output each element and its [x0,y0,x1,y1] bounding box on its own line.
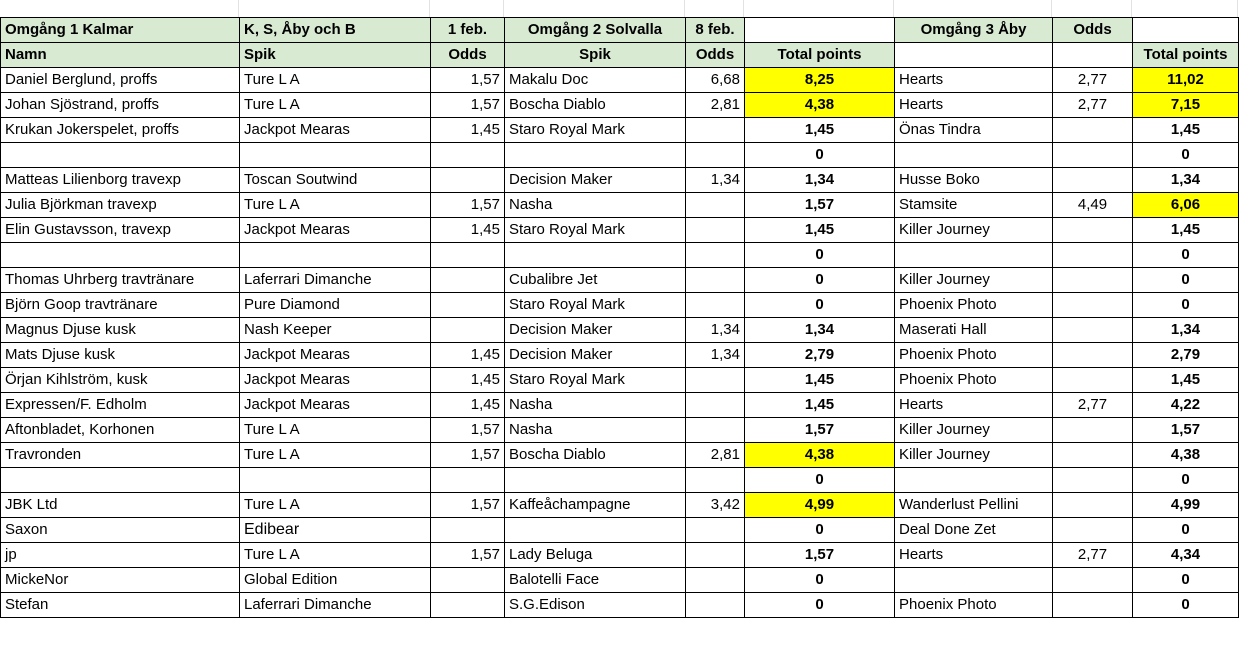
cell-spik3[interactable] [895,568,1053,593]
header-cell[interactable]: Spik [240,43,431,68]
cell-total2[interactable]: 1,45 [745,218,895,243]
cell-spik3[interactable]: Husse Boko [895,168,1053,193]
cell-spik1[interactable]: Nash Keeper [240,318,431,343]
cell-odds3[interactable]: 2,77 [1053,393,1133,418]
cell-spik2[interactable]: Boscha Diablo [505,93,686,118]
cell-odds3[interactable] [1053,593,1133,618]
cell-spik3[interactable]: Phoenix Photo [895,368,1053,393]
header-cell[interactable]: Namn [1,43,240,68]
cell-odds3[interactable] [1053,468,1133,493]
cell-odds2[interactable] [686,593,745,618]
cell-total3[interactable]: 2,79 [1133,343,1239,368]
cell-spik3[interactable]: Killer Journey [895,418,1053,443]
header-cell[interactable] [1053,43,1133,68]
cell-spik2[interactable]: Staro Royal Mark [505,293,686,318]
cell-name[interactable]: Elin Gustavsson, travexp [1,218,240,243]
cell-odds2[interactable] [686,293,745,318]
cell-odds3[interactable] [1053,318,1133,343]
cell-odds3[interactable] [1053,268,1133,293]
table-row [1,118,1239,143]
table-row [1,493,1239,518]
cell-odds1[interactable] [431,468,505,493]
table-row [1,243,1239,268]
header-cell[interactable]: Omgång 2 Solvalla [505,18,686,43]
cell-total2[interactable]: 1,45 [745,368,895,393]
cell-total2[interactable]: 1,34 [745,168,895,193]
results-table [0,17,1239,618]
cell-name[interactable]: Daniel Berglund, proffs [1,68,240,93]
cell-odds3[interactable] [1053,218,1133,243]
cell-spik1[interactable] [240,468,431,493]
cell-total3[interactable]: 0 [1133,268,1239,293]
cell-total2[interactable]: 0 [745,243,895,268]
cell-name[interactable]: jp [1,543,240,568]
cell-total2[interactable]: 8,25 [745,68,895,93]
table-row [1,393,1239,418]
cell-name[interactable]: Thomas Uhrberg travtränare [1,268,240,293]
cell-name[interactable] [1,243,240,268]
cell-total3[interactable]: 0 [1133,143,1239,168]
header-cell[interactable]: Omgång 1 Kalmar [1,18,240,43]
cell-spik2[interactable]: Staro Royal Mark [505,218,686,243]
cell-odds2[interactable]: 1,34 [686,318,745,343]
cell-spik1[interactable]: Toscan Soutwind [240,168,431,193]
cell-odds2[interactable]: 2,81 [686,443,745,468]
cell-odds2[interactable] [686,193,745,218]
cell-odds3[interactable] [1053,493,1133,518]
cell-spik1[interactable]: Jackpot Mearas [240,343,431,368]
cell-total2[interactable]: 0 [745,268,895,293]
table-row [1,293,1239,318]
cell-spik2[interactable]: Lady Beluga [505,543,686,568]
cell-total3[interactable]: 4,99 [1133,493,1239,518]
header-cell[interactable]: Odds [431,43,505,68]
table-row [1,93,1239,118]
cell-odds1[interactable]: 1,45 [431,118,505,143]
header-cell[interactable]: Total points [1133,43,1239,68]
cell-odds2[interactable]: 3,42 [686,493,745,518]
cell-odds2[interactable] [686,393,745,418]
cell-odds3[interactable]: 2,77 [1053,68,1133,93]
cell-spik3[interactable]: Phoenix Photo [895,293,1053,318]
cell-total3[interactable]: 0 [1133,243,1239,268]
cell-spik3[interactable]: Hearts [895,393,1053,418]
cell-odds2[interactable] [686,418,745,443]
cell-odds1[interactable]: 1,45 [431,368,505,393]
cell-odds3[interactable] [1053,118,1133,143]
cell-spik3[interactable]: Stamsite [895,193,1053,218]
cell-odds3[interactable] [1053,143,1133,168]
cell-total2[interactable]: 1,34 [745,318,895,343]
cell-odds1[interactable]: 1,57 [431,493,505,518]
cell-spik3[interactable]: Killer Journey [895,443,1053,468]
header-cell[interactable] [895,43,1053,68]
cell-odds3[interactable] [1053,243,1133,268]
cell-spik3[interactable]: Wanderlust Pellini [895,493,1053,518]
cell-odds2[interactable] [686,118,745,143]
header-cell[interactable]: 1 feb. [431,18,505,43]
header-cell[interactable] [745,18,895,43]
cell-odds1[interactable] [431,293,505,318]
cell-odds3[interactable] [1053,443,1133,468]
cell-odds2[interactable] [686,543,745,568]
cell-total2[interactable]: 1,57 [745,418,895,443]
cell-odds2[interactable] [686,468,745,493]
cell-spik2[interactable]: Makalu Doc [505,68,686,93]
cell-total3[interactable]: 4,38 [1133,443,1239,468]
cell-odds1[interactable]: 1,57 [431,418,505,443]
cell-total2[interactable]: 0 [745,568,895,593]
cell-total2[interactable]: 1,57 [745,543,895,568]
cell-odds3[interactable] [1053,343,1133,368]
cell-total3[interactable]: 1,45 [1133,118,1239,143]
cell-odds3[interactable]: 4,49 [1053,193,1133,218]
cell-odds1[interactable]: 1,45 [431,393,505,418]
table-row [1,318,1239,343]
cell-total2[interactable]: 4,99 [745,493,895,518]
cell-total3[interactable]: 0 [1133,468,1239,493]
cell-total3[interactable]: 4,34 [1133,543,1239,568]
cell-odds1[interactable]: 1,57 [431,543,505,568]
cell-odds1[interactable]: 1,45 [431,343,505,368]
cell-spik2[interactable]: Nasha [505,193,686,218]
cell-spik1[interactable]: Ture L A [240,193,431,218]
table-row [1,193,1239,218]
cell-odds1[interactable]: 1,45 [431,218,505,243]
cell-odds3[interactable] [1053,168,1133,193]
cell-name[interactable] [1,143,240,168]
table-row [1,593,1239,618]
cell-spik3[interactable]: Killer Journey [895,218,1053,243]
cell-spik2[interactable]: Nasha [505,418,686,443]
cell-odds2[interactable] [686,518,745,543]
cell-spik1[interactable]: Jackpot Mearas [240,218,431,243]
cell-spik1[interactable]: Ture L A [240,443,431,468]
cell-spik1[interactable]: Pure Diamond [240,293,431,318]
cell-odds3[interactable]: 2,77 [1053,543,1133,568]
table-row [1,218,1239,243]
cell-total2[interactable]: 1,45 [745,118,895,143]
cell-odds1[interactable] [431,143,505,168]
cell-spik1[interactable]: Edibear [240,518,431,543]
cell-odds1[interactable] [431,568,505,593]
cell-spik2[interactable]: S.G.Edison [505,593,686,618]
cell-name[interactable]: Mats Djuse kusk [1,343,240,368]
cell-total3[interactable]: 1,34 [1133,168,1239,193]
header-cell[interactable] [1133,18,1239,43]
header-cell[interactable]: 8 feb. [686,18,745,43]
cell-total2[interactable]: 4,38 [745,93,895,118]
cell-odds1[interactable] [431,518,505,543]
cell-odds1[interactable]: 1,57 [431,193,505,218]
cell-spik3[interactable]: Killer Journey [895,268,1053,293]
cell-spik2[interactable]: Cubalibre Jet [505,268,686,293]
header-row-rounds [1,18,1239,43]
cell-total3[interactable]: 11,02 [1133,68,1239,93]
table-row [1,418,1239,443]
table-row [1,343,1239,368]
cell-name[interactable]: Julia Björkman travexp [1,193,240,218]
cell-name[interactable] [1,468,240,493]
table-row [1,368,1239,393]
top-strip [0,0,1257,17]
cell-name[interactable]: Aftonbladet, Korhonen [1,418,240,443]
cell-spik2[interactable] [505,468,686,493]
table-row [1,518,1239,543]
cell-name[interactable]: MickeNor [1,568,240,593]
header-cell[interactable]: Total points [745,43,895,68]
cell-total2[interactable]: 1,57 [745,193,895,218]
header-row-columns [1,43,1239,68]
cell-name[interactable]: JBK Ltd [1,493,240,518]
cell-spik3[interactable]: Phoenix Photo [895,593,1053,618]
header-cell[interactable]: Omgång 3 Åby [895,18,1053,43]
cell-total2[interactable]: 0 [745,143,895,168]
header-cell[interactable]: Odds [1053,18,1133,43]
cell-spik1[interactable]: Ture L A [240,543,431,568]
cell-total2[interactable]: 0 [745,593,895,618]
cell-odds1[interactable] [431,318,505,343]
cell-spik3[interactable]: Hearts [895,93,1053,118]
cell-spik1[interactable] [240,243,431,268]
table-row [1,568,1239,593]
cell-total2[interactable]: 4,38 [745,443,895,468]
cell-total3[interactable]: 1,34 [1133,318,1239,343]
cell-spik3[interactable] [895,468,1053,493]
cell-name[interactable]: Magnus Djuse kusk [1,318,240,343]
cell-odds2[interactable] [686,218,745,243]
cell-name[interactable]: Johan Sjöstrand, proffs [1,93,240,118]
cell-name[interactable]: Saxon [1,518,240,543]
cell-name[interactable]: Örjan Kihlström, kusk [1,368,240,393]
cell-spik2[interactable] [505,518,686,543]
cell-spik3[interactable]: Hearts [895,543,1053,568]
cell-odds3[interactable] [1053,368,1133,393]
cell-odds3[interactable]: 2,77 [1053,93,1133,118]
cell-total2[interactable]: 0 [745,293,895,318]
table-row [1,443,1239,468]
cell-odds1[interactable]: 1,57 [431,68,505,93]
table-row [1,543,1239,568]
cell-total3[interactable]: 0 [1133,293,1239,318]
table-row [1,268,1239,293]
cell-total3[interactable]: 0 [1133,593,1239,618]
table-row [1,143,1239,168]
cell-odds2[interactable] [686,368,745,393]
cell-name[interactable]: Matteas Lilienborg travexp [1,168,240,193]
cell-total3[interactable]: 1,45 [1133,218,1239,243]
cell-total2[interactable]: 2,79 [745,343,895,368]
cell-total3[interactable]: 1,45 [1133,368,1239,393]
cell-spik3[interactable]: Önas Tindra [895,118,1053,143]
cell-odds3[interactable] [1053,293,1133,318]
cell-spik1[interactable]: Ture L A [240,493,431,518]
table-row [1,168,1239,193]
header-cell[interactable]: K, S, Åby och B [240,18,431,43]
cell-spik2[interactable]: Boscha Diablo [505,443,686,468]
cell-spik2[interactable]: Nasha [505,393,686,418]
cell-odds3[interactable] [1053,418,1133,443]
cell-spik3[interactable] [895,143,1053,168]
cell-name[interactable]: Stefan [1,593,240,618]
cell-spik3[interactable]: Phoenix Photo [895,343,1053,368]
cell-spik1[interactable]: Ture L A [240,93,431,118]
header-cell[interactable]: Odds [686,43,745,68]
cell-spik1[interactable]: Jackpot Mearas [240,118,431,143]
cell-spik1[interactable]: Ture L A [240,418,431,443]
cell-odds1[interactable]: 1,57 [431,93,505,118]
cell-odds2[interactable]: 1,34 [686,168,745,193]
cell-spik2[interactable]: Balotelli Face [505,568,686,593]
cell-total3[interactable]: 1,57 [1133,418,1239,443]
cell-spik1[interactable]: Jackpot Mearas [240,393,431,418]
cell-odds2[interactable] [686,268,745,293]
cell-spik1[interactable]: Jackpot Mearas [240,368,431,393]
cell-spik2[interactable] [505,143,686,168]
cell-spik2[interactable]: Staro Royal Mark [505,118,686,143]
cell-spik3[interactable]: Deal Done Zet [895,518,1053,543]
cell-odds2[interactable] [686,568,745,593]
cell-spik3[interactable]: Maserati Hall [895,318,1053,343]
table-row [1,468,1239,493]
cell-spik1[interactable]: Laferrari Dimanche [240,593,431,618]
cell-spik2[interactable]: Decision Maker [505,168,686,193]
cell-odds2[interactable] [686,243,745,268]
cell-odds1[interactable]: 1,57 [431,443,505,468]
cell-odds1[interactable] [431,243,505,268]
header-cell[interactable]: Spik [505,43,686,68]
cell-odds2[interactable]: 6,68 [686,68,745,93]
cell-total3[interactable]: 0 [1133,568,1239,593]
cell-odds2[interactable] [686,143,745,168]
cell-spik3[interactable] [895,243,1053,268]
cell-spik2[interactable]: Decision Maker [505,318,686,343]
cell-name[interactable]: Krukan Jokerspelet, proffs [1,118,240,143]
cell-odds1[interactable] [431,593,505,618]
cell-spik3[interactable]: Hearts [895,68,1053,93]
cell-total2[interactable]: 1,45 [745,393,895,418]
cell-odds2[interactable]: 2,81 [686,93,745,118]
cell-odds1[interactable] [431,168,505,193]
cell-total3[interactable]: 0 [1133,518,1239,543]
cell-total3[interactable]: 4,22 [1133,393,1239,418]
cell-odds1[interactable] [431,268,505,293]
cell-spik2[interactable]: Staro Royal Mark [505,368,686,393]
cell-odds2[interactable]: 1,34 [686,343,745,368]
cell-spik2[interactable] [505,243,686,268]
cell-name[interactable]: Expressen/F. Edholm [1,393,240,418]
cell-spik1[interactable] [240,143,431,168]
cell-spik1[interactable]: Laferrari Dimanche [240,268,431,293]
cell-spik1[interactable]: Global Edition [240,568,431,593]
cell-total3[interactable]: 6,06 [1133,193,1239,218]
cell-spik1[interactable]: Ture L A [240,68,431,93]
cell-spik2[interactable]: Kaffeåchampagne [505,493,686,518]
cell-total3[interactable]: 7,15 [1133,93,1239,118]
cell-odds3[interactable] [1053,518,1133,543]
cell-total2[interactable]: 0 [745,518,895,543]
cell-odds3[interactable] [1053,568,1133,593]
table-row [1,68,1239,93]
cell-spik2[interactable]: Decision Maker [505,343,686,368]
cell-name[interactable]: Travronden [1,443,240,468]
cell-total2[interactable]: 0 [745,468,895,493]
cell-name[interactable]: Björn Goop travtränare [1,293,240,318]
